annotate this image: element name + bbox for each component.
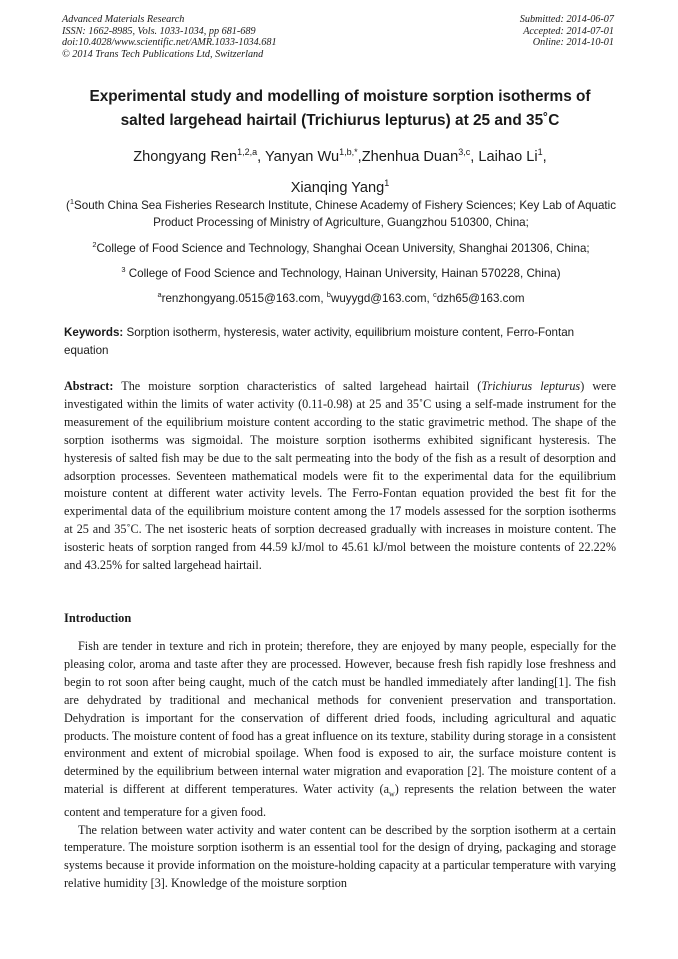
author-separator: , (470, 148, 479, 165)
author-superscript: 1,b,* (339, 147, 358, 157)
paragraph-text: ) represents the relation between the water content and temperature for a given food. (64, 782, 616, 819)
keywords-label: Keywords: (64, 326, 124, 339)
doi-line: doi:10.4028/www.scientific.net/AMR.1033-1034.681 (62, 37, 277, 49)
author-name: Laihao Li (478, 148, 538, 165)
author-separator: , (257, 148, 266, 165)
paragraph-text: The relation between water activity and water content can be described by the sorption isotherm at a certain temperature. The moisture sorption isotherm is an essential tool for the design of drying, packaging and storage systems because it provide information on the moisture-holding capacity at a particular temperature with varying relative humidity [3]. Knowledge of the moisture sorption (64, 822, 616, 891)
affiliation-3 (60, 261, 622, 282)
paper-title (60, 85, 620, 132)
author-name: Zhongyang Ren (133, 148, 238, 165)
abstract-section (64, 378, 616, 575)
author-superscript: 1,2,a (237, 147, 258, 157)
affiliation-1 (60, 193, 622, 232)
email-line (60, 286, 622, 307)
affiliation-text: College of Food Science and Technology, Shanghai Ocean University, Shanghai 201306, China; (96, 241, 590, 255)
paragraph-text: Fish are tender in texture and rich in protein; therefore, they are enjoyed by many people, especially for the pleasing color, aroma and taste after they are processed. However, because fresh fish rapidly lose freshness and begin to rot soon after being caught, much of the catch must be handled immediately after landing[1]. The fish are dehydrated by traditional and mechanical methods for convenient preservation and transportation. Dehydration is important for the conservation of different dried foods, including agricultural and aquatic products. The moisture content of food has a great influence on its texture, stability during storage in a consistent environment and extent of microbial spoilage. When food is exposed to air, the surface moisture content is determined by the equilibrium between internal water migration and evaporation [2]. The moisture content of a material is different at different temperatures. Water activity (a (64, 639, 616, 797)
journal-name: Advanced Materials Research (62, 14, 185, 25)
author-superscript: 1 (537, 147, 543, 157)
abstract-text: ) were investigated within the limits of water activity (0.11-0.98) at 25 and 35˚C using a self-made instrument for the measurement of the equilibrium moisture content according to the static gravimetric method. The shape of the sorption isotherms was sigmoidal. The moisture sorption isotherms exhibited significant hysteresis. The hysteresis of salted fish may be due to the salt permeating into the body of the fish as a result of desorption and adsorption processes. Seventeen mathematical models were fit to the experimental data for the equilibrium moisture content at different water activity levels. The Ferro-Fontan equation provided the best fit for the experimental data of the equilibrium moisture content among the 17 models assessed for the sorption isotherms at 25 and 35˚C. The net isosteric heats of sorption decreased gradually with increases in moisture content. The isosteric heats of sorption ranged from 44.59 kJ/mol to 45.61 kJ/mol between the moisture contents of 22.22% and 43.25% for salted largehead hairtail. (64, 379, 616, 573)
email-address: wuyygd@163.com, (330, 291, 433, 305)
author-separator: , (357, 148, 362, 165)
paragraph (64, 822, 616, 894)
accepted-date: Accepted: 2014-07-01 (523, 25, 614, 37)
copyright-line: © 2014 Trans Tech Publications Ltd, Switzerland (62, 48, 264, 60)
introduction-heading: Introduction (64, 611, 132, 625)
journal-header (62, 14, 277, 60)
author-superscript: 3,c (458, 147, 471, 157)
email-superscript: a (157, 290, 162, 299)
abstract-label: Abstract: (64, 379, 114, 393)
subscript: w (389, 789, 395, 799)
author-name: Yanyan Wu (265, 148, 340, 165)
submitted-date: Submitted: 2014-06-07 (519, 14, 614, 25)
online-date: Online: 2014-10-01 (532, 37, 614, 49)
affiliation-superscript: 2 (92, 240, 97, 249)
email-address: dzh65@163.com (436, 291, 525, 305)
introduction-body (64, 638, 616, 893)
author-separator: , (542, 148, 547, 165)
affiliation-2 (60, 236, 622, 257)
email-superscript: c (432, 290, 437, 299)
affiliation-text: College of Food Science and Technology, Hainan University, Hainan 570228, China) (125, 266, 561, 280)
title-line-2: salted largehead hairtail (Trichiurus lepturus) at 25 and 35˚C (120, 111, 560, 129)
species-name: Trichiurus lepturus (481, 379, 581, 393)
keywords-text: Sorption isotherm, hysteresis, water activity, equilibrium moisture content, Ferro-Fontan equation (64, 326, 575, 357)
author-list (60, 139, 620, 201)
affiliation-text: South China Sea Fisheries Research Institute, Chinese Academy of Fishery Sciences; Key Lab of Aquatic Product Processing of Ministry of Agriculture, Guangzhou 510300, China; (74, 198, 617, 230)
title-line-1: Experimental study and modelling of moisture sorption isotherms of (89, 88, 591, 105)
paragraph (64, 638, 616, 822)
affiliation-superscript: 3 (121, 265, 126, 274)
affiliation-paren: ( (65, 198, 70, 212)
affiliation-superscript: 1 (69, 197, 75, 206)
email-address: renzhongyang.0515@163.com, (161, 291, 327, 305)
issn-line: ISSN: 1662-8985, Vols. 1033-1034, pp 681-689 (62, 25, 256, 37)
keywords-section (64, 324, 616, 360)
abstract-text: The moisture sorption characteristics of salted largehead hairtail ( (113, 379, 482, 393)
author-name: Xianqing Yang (290, 179, 385, 196)
author-superscript: 1 (384, 177, 390, 188)
dates-header (520, 14, 614, 49)
email-superscript: b (326, 290, 331, 299)
author-name: Zhenhua Duan (361, 148, 459, 165)
